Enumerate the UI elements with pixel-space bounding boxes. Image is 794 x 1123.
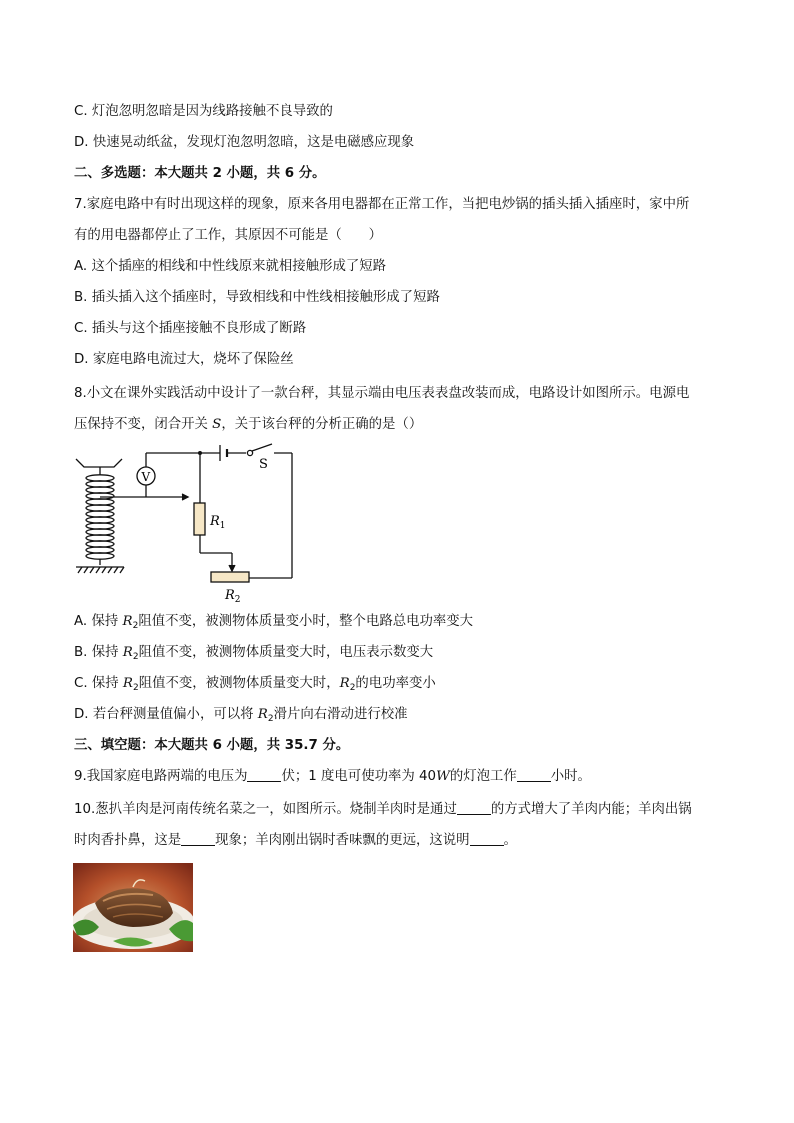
q7-option-c: C. 插头与这个插座接触不良形成了断路: [74, 321, 307, 336]
answer-blank[interactable]: [517, 767, 551, 782]
scale-tray: [76, 459, 122, 467]
q10-text: 时肉香扑鼻，这是: [74, 833, 182, 848]
q9-text: 小时。: [550, 769, 591, 784]
braised-lamb-dish-photo: [73, 863, 193, 952]
resistor-subscript: 2: [133, 683, 139, 693]
option-text: 阻值不变，被测物体质量变小时，整个电路总电功率变大: [138, 614, 474, 629]
resistor-r2: [211, 572, 249, 582]
q10-stem-line-2: [74, 831, 517, 851]
option-text: 的电功率变小: [355, 676, 436, 691]
r2-label: R: [225, 588, 235, 603]
q7-stem-line-1: 7.家庭电路中有时出现这样的现象，原来各用电器都在正常工作，当把电炒锅的插头插入插座时，家中所: [74, 197, 690, 212]
resistor-symbol: R: [122, 676, 133, 691]
answer-blank[interactable]: [457, 800, 491, 815]
switch-blade: [252, 444, 272, 451]
answer-blank[interactable]: [181, 831, 215, 846]
q6-option-d: D. 快速晃动纸盆，发现灯泡忽明忽暗，这是电磁感应现象: [74, 135, 415, 150]
option-text: D. 若台秤测量值偏小，可以将: [74, 707, 258, 722]
resistor-subscript: 2: [132, 652, 139, 662]
svg-text:R2: [224, 588, 241, 603]
q10-text: 。: [503, 833, 517, 848]
unit-symbol: W: [436, 769, 450, 784]
resistor-subscript: 2: [349, 683, 356, 693]
q8-option-c: [74, 674, 436, 698]
scale-circuit-diagram: [70, 443, 310, 603]
spring: [86, 475, 114, 559]
answer-blank[interactable]: [470, 831, 504, 846]
r1-subscript: 1: [219, 521, 226, 531]
section-heading-fill-in: 三、填空题：本大题共 6 小题，共 35.7 分。: [74, 738, 350, 753]
resistor-subscript: 2: [132, 621, 139, 631]
q8-option-a: [74, 612, 473, 636]
q9-text: 伏；1 度电可使功率为 40: [281, 769, 437, 784]
q7-option-a: A. 这个插座的相线和中性线原来就相接触形成了短路: [74, 259, 387, 274]
voltmeter-label: V: [141, 470, 151, 484]
resistor-symbol: R: [122, 614, 133, 629]
q7-option-b: B. 插头插入这个插座时，导致相线和中性线相接触形成了短路: [74, 290, 440, 305]
q9-stem: [74, 767, 591, 787]
q8-option-d: [74, 705, 408, 729]
section-heading-multiple-choice: 二、多选题：本大题共 2 小题，共 6 分。: [74, 166, 326, 181]
option-text: 阻值不变，被测物体质量变大时，电压表示数变大: [138, 645, 434, 660]
q8-stem-line-1: 8.小文在课外实践活动中设计了一款台秤，其显示端由电压表表盘改装而成，电路设计如图所示。电源电: [74, 386, 690, 401]
ground-base: [76, 567, 124, 573]
q8-option-b: [74, 643, 433, 667]
option-text: A. 保持: [74, 614, 123, 629]
q10-text: 10.葱扒羊肉是河南传统名菜之一，如图所示。烧制羊肉时是通过: [74, 802, 457, 817]
switch-pivot: [247, 450, 252, 455]
q6-option-c: C. 灯泡忽明忽暗是因为线路接触不良导致的: [74, 104, 333, 119]
q8-stem-line-2: [74, 415, 422, 435]
switch-label: S: [259, 457, 268, 472]
resistor-symbol: R: [122, 645, 133, 660]
resistor-subscript: 2: [267, 714, 274, 724]
switch-symbol: S: [212, 417, 222, 432]
option-text: B. 保持: [74, 645, 123, 660]
q8-stem-text: ，关于该台秤的分析正确的是（）: [221, 417, 423, 432]
resistor-r1: [194, 503, 205, 535]
r1-label: R: [210, 514, 220, 529]
option-text: 滑片向右滑动进行校准: [273, 707, 408, 722]
resistor-symbol: R: [257, 707, 268, 722]
q9-text: 的灯泡工作: [449, 769, 517, 784]
svg-text:R1: [209, 514, 226, 531]
q7-option-d: D. 家庭电路电流过大，烧坏了保险丝: [74, 352, 294, 367]
q10-stem-line-1: [74, 800, 692, 820]
q10-text: 现象；羊肉刚出锅时香味飘的更远，这说明: [215, 833, 470, 848]
option-text: 阻值不变，被测物体质量变大时，: [138, 676, 340, 691]
r2-subscript: 2: [234, 595, 241, 603]
q10-text: 的方式增大了羊肉内能；羊肉出锅: [490, 802, 692, 817]
answer-blank[interactable]: [247, 767, 281, 782]
q7-stem-line-2: 有的用电器都停止了工作，其原因不可能是（ ）: [74, 228, 382, 243]
option-text: C. 保持: [74, 676, 123, 691]
q8-stem-text: 压保持不变，闭合开关: [74, 417, 213, 432]
resistor-symbol: R: [339, 676, 350, 691]
q9-text: 9.我国家庭电路两端的电压为: [74, 769, 248, 784]
